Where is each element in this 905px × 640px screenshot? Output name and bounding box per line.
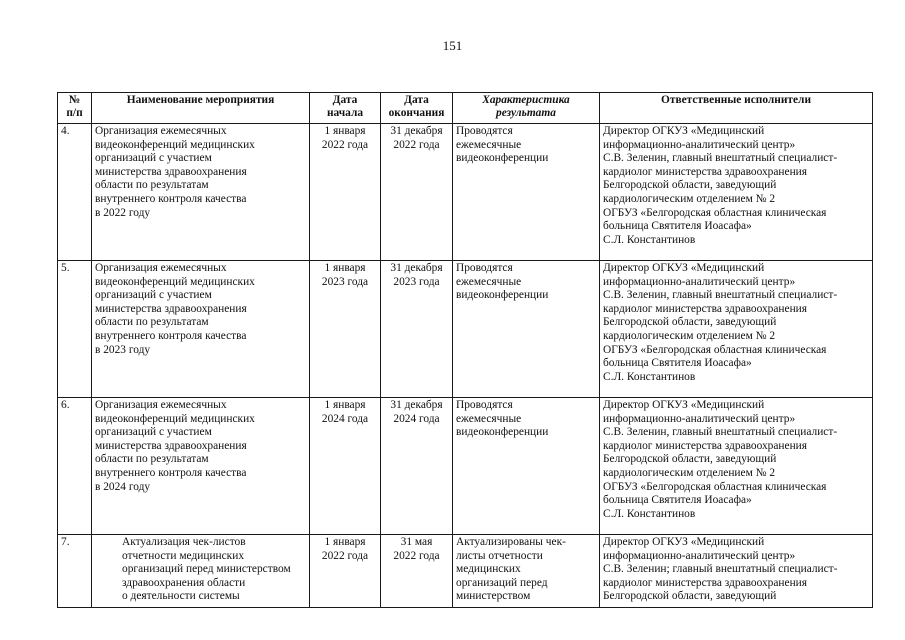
row-start-date: 1 января 2023 года bbox=[310, 261, 381, 398]
row-result: Проводятся ежемесячные видеоконференции bbox=[453, 261, 600, 398]
row-start-date: 1 января 2022 года bbox=[310, 535, 381, 608]
row-responsible: Директор ОГКУЗ «Медицинский информационно-аналитический центр» С.В. Зеленин, главный внештатный специалист- кардиолог министерства здравоохранения Белгородской области, заведующий кардиологическим отделением № 2 ОГБУЗ «Белгородская областная клиническая больница Святителя Иоасафа» С.Л. Константинов bbox=[600, 261, 873, 398]
row-number: 6. bbox=[58, 398, 92, 535]
header-responsible: Ответственные исполнители bbox=[600, 93, 873, 124]
row-activity-name: Актуализация чек-листов отчетности медицинских организаций перед министерством здравоохранения области о деятельности системы bbox=[92, 535, 310, 608]
row-result: Актуализированы чек- листы отчетности медицинских организаций перед министерством bbox=[453, 535, 600, 608]
row-start-date: 1 января 2022 года bbox=[310, 124, 381, 261]
header-number: № п/п bbox=[58, 93, 92, 124]
header-start-date: Дата начала bbox=[310, 93, 381, 124]
row-start-date: 1 января 2024 года bbox=[310, 398, 381, 535]
row-activity-name: Организация ежемесячных видеоконференций медицинских организаций с участием министерства здравоохранения области по результатам внутреннего контроля качества в 2023 году bbox=[92, 261, 310, 398]
table-row bbox=[58, 398, 873, 535]
header-activity-name: Наименование мероприятия bbox=[92, 93, 310, 124]
header-result: Характеристика результата bbox=[453, 93, 600, 124]
row-activity-name: Организация ежемесячных видеоконференций медицинских организаций с участием министерства здравоохранения области по результатам внутреннего контроля качества в 2024 году bbox=[92, 398, 310, 535]
table-header-row bbox=[58, 93, 873, 124]
row-responsible: Директор ОГКУЗ «Медицинский информационно-аналитический центр» С.В. Зеленин; главный внештатный специалист- кардиолог министерства здравоохранения Белгородской области, заведующий bbox=[600, 535, 873, 608]
row-end-date: 31 декабря 2024 года bbox=[381, 398, 453, 535]
row-end-date: 31 декабря 2022 года bbox=[381, 124, 453, 261]
table-row bbox=[58, 261, 873, 398]
row-number: 7. bbox=[58, 535, 92, 608]
row-number: 5. bbox=[58, 261, 92, 398]
table-row bbox=[58, 124, 873, 261]
row-result: Проводятся ежемесячные видеоконференции bbox=[453, 124, 600, 261]
row-end-date: 31 декабря 2023 года bbox=[381, 261, 453, 398]
table-row bbox=[58, 535, 873, 608]
header-end-date: Дата окончания bbox=[381, 93, 453, 124]
row-responsible: Директор ОГКУЗ «Медицинский информационно-аналитический центр» С.В. Зеленин, главный внештатный специалист- кардиолог министерства здравоохранения Белгородской области, заведующий кардиологическим отделением № 2 ОГБУЗ «Белгородская областная клиническая больница Святителя Иоасафа» С.Л. Константинов bbox=[600, 124, 873, 261]
row-activity-name: Организация ежемесячных видеоконференций медицинских организаций с участием министерства здравоохранения области по результатам внутреннего контроля качества в 2022 году bbox=[92, 124, 310, 261]
row-end-date: 31 мая 2022 года bbox=[381, 535, 453, 608]
row-responsible: Директор ОГКУЗ «Медицинский информационно-аналитический центр» С.В. Зеленин, главный внештатный специалист- кардиолог министерства здравоохранения Белгородской области, заведующий кардиологическим отделением № 2 ОГБУЗ «Белгородская областная клиническая больница Святителя Иоасафа» С.Л. Константинов bbox=[600, 398, 873, 535]
row-number: 4. bbox=[58, 124, 92, 261]
page-number: 151 bbox=[442, 38, 463, 53]
row-result: Проводятся ежемесячные видеоконференции bbox=[453, 398, 600, 535]
activity-plan-table bbox=[57, 92, 873, 608]
